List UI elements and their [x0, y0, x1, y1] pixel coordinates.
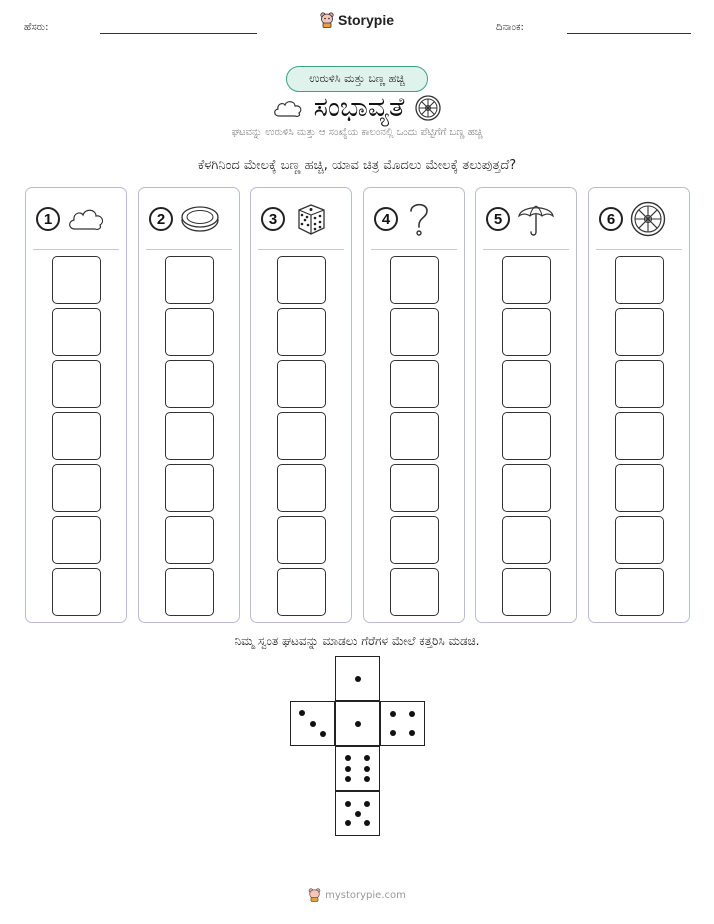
color-box[interactable] — [52, 308, 101, 356]
brand-name: Storypie — [337, 12, 394, 28]
color-box[interactable] — [615, 308, 664, 356]
die-pip — [364, 766, 370, 772]
column-number: 6 — [599, 207, 623, 231]
color-box[interactable] — [390, 308, 439, 356]
column-number: 3 — [261, 207, 285, 231]
color-box[interactable] — [390, 412, 439, 460]
umbrella-icon — [516, 199, 556, 239]
die-face-5 — [335, 791, 380, 836]
column-header — [599, 200, 683, 238]
color-box[interactable] — [165, 256, 214, 304]
column-header — [374, 200, 458, 238]
column-number: 5 — [486, 207, 510, 231]
die-pip — [345, 755, 351, 761]
die-pip — [310, 721, 316, 727]
date-line — [567, 33, 691, 34]
column-divider — [371, 249, 457, 250]
color-box[interactable] — [165, 308, 214, 356]
color-box[interactable] — [390, 568, 439, 616]
footer — [0, 888, 714, 902]
brand-logo — [0, 12, 714, 28]
cloud-icon — [272, 97, 304, 119]
color-box[interactable] — [390, 360, 439, 408]
column-6 — [588, 187, 690, 623]
column-divider — [483, 249, 569, 250]
wheel-icon — [414, 94, 442, 122]
die-pip — [345, 820, 351, 826]
die-pip — [345, 776, 351, 782]
color-box[interactable] — [277, 464, 326, 512]
die-pip — [355, 811, 361, 817]
die-pip — [364, 776, 370, 782]
column-4 — [363, 187, 465, 623]
die-pip — [355, 721, 361, 727]
color-box[interactable] — [502, 516, 551, 564]
instructions: ಘಟವನ್ನು ಉರುಳಿಸಿ ಮತ್ತು ಆ ಸಂಖ್ಯೆಯ ಕಾಲಂನಲ್ಲಿ ಒಂದು ಪೆಟ್ಟಿಗೆಗೆ ಬಣ್ಣ ಹಚ್ಚಿ — [231, 127, 483, 138]
die-face-1 — [335, 656, 380, 701]
color-box[interactable] — [390, 516, 439, 564]
color-box[interactable] — [277, 360, 326, 408]
wheel-icon — [629, 200, 667, 238]
die-pip — [409, 730, 415, 736]
die-pip — [345, 766, 351, 772]
die-pip — [409, 711, 415, 717]
die-pip — [345, 801, 351, 807]
color-box[interactable] — [52, 412, 101, 460]
color-box[interactable] — [165, 568, 214, 616]
die-pip — [364, 820, 370, 826]
color-box[interactable] — [390, 464, 439, 512]
footer-url: mystorypie.com — [325, 889, 406, 901]
column-5 — [475, 187, 577, 623]
coin-icon — [179, 204, 221, 234]
color-box[interactable] — [502, 360, 551, 408]
color-box[interactable] — [390, 256, 439, 304]
color-box[interactable] — [165, 412, 214, 460]
column-divider — [146, 249, 232, 250]
color-box[interactable] — [615, 360, 664, 408]
color-box[interactable] — [502, 568, 551, 616]
color-box[interactable] — [615, 464, 664, 512]
activity-badge: ಉರುಳಿಸಿ ಮತ್ತು ಬಣ್ಣ ಹಚ್ಚಿ — [286, 66, 428, 92]
color-box[interactable] — [277, 568, 326, 616]
color-box[interactable] — [502, 256, 551, 304]
column-header — [36, 200, 120, 238]
column-divider — [258, 249, 344, 250]
die-face-4 — [380, 701, 425, 746]
color-box[interactable] — [52, 360, 101, 408]
color-box[interactable] — [165, 360, 214, 408]
storypie-mascot-icon — [320, 12, 334, 28]
name-label: ಹೆಸರು: — [24, 22, 49, 33]
die-pip — [364, 755, 370, 761]
column-header — [149, 200, 233, 238]
die-face-6 — [335, 746, 380, 791]
column-number: 1 — [36, 207, 60, 231]
column-header — [486, 200, 570, 238]
column-3 — [250, 187, 352, 623]
page-title: ಸಂಭಾವ್ಯತೆ — [313, 92, 405, 123]
question: ಕೆಳಗಿನಿಂದ ಮೇಲಕ್ಕೆ ಬಣ್ಣ ಹಚ್ಚಿ, ಯಾವ ಚಿತ್ರ ಮೊದಲು ಮೇಲಕ್ಕೆ ತಲುಪುತ್ತದೆ? — [197, 158, 517, 173]
die-pip — [299, 710, 305, 716]
cloud-icon — [66, 204, 106, 234]
color-box[interactable] — [615, 412, 664, 460]
color-box[interactable] — [277, 412, 326, 460]
column-divider — [33, 249, 119, 250]
color-box[interactable] — [277, 516, 326, 564]
die-face-1 — [335, 701, 380, 746]
color-box[interactable] — [502, 308, 551, 356]
die-pip — [355, 676, 361, 682]
column-header — [261, 200, 345, 238]
page-title-row — [0, 92, 714, 124]
color-box[interactable] — [277, 256, 326, 304]
die-pip — [320, 731, 326, 737]
cut-instruction: ನಿಮ್ಮ ಸ್ವಂತ ಘಟವನ್ನು ಮಾಡಲು ಗೆರೆಗಳ ಮೇಲೆ ಕತ್ತರಿಸಿ ಮಡಚಿ. — [234, 634, 480, 648]
column-divider — [596, 249, 682, 250]
column-number: 4 — [374, 207, 398, 231]
column-number: 2 — [149, 207, 173, 231]
color-box[interactable] — [615, 516, 664, 564]
die-face-3 — [290, 701, 335, 746]
color-box[interactable] — [615, 256, 664, 304]
die-pip — [364, 801, 370, 807]
color-box[interactable] — [502, 464, 551, 512]
color-box[interactable] — [615, 568, 664, 616]
date-label: ದಿನಾಂಕ: — [496, 22, 524, 33]
column-2 — [138, 187, 240, 623]
color-box[interactable] — [52, 464, 101, 512]
color-box[interactable] — [502, 412, 551, 460]
color-box[interactable] — [52, 516, 101, 564]
question-mark-icon — [404, 199, 434, 239]
dice-icon — [291, 200, 329, 238]
color-box[interactable] — [165, 516, 214, 564]
color-box[interactable] — [52, 256, 101, 304]
die-pip — [390, 730, 396, 736]
die-pip — [390, 711, 396, 717]
name-line — [100, 33, 257, 34]
color-box[interactable] — [165, 464, 214, 512]
color-box[interactable] — [52, 568, 101, 616]
color-box[interactable] — [277, 308, 326, 356]
storypie-mascot-icon — [308, 888, 321, 902]
column-1 — [25, 187, 127, 623]
